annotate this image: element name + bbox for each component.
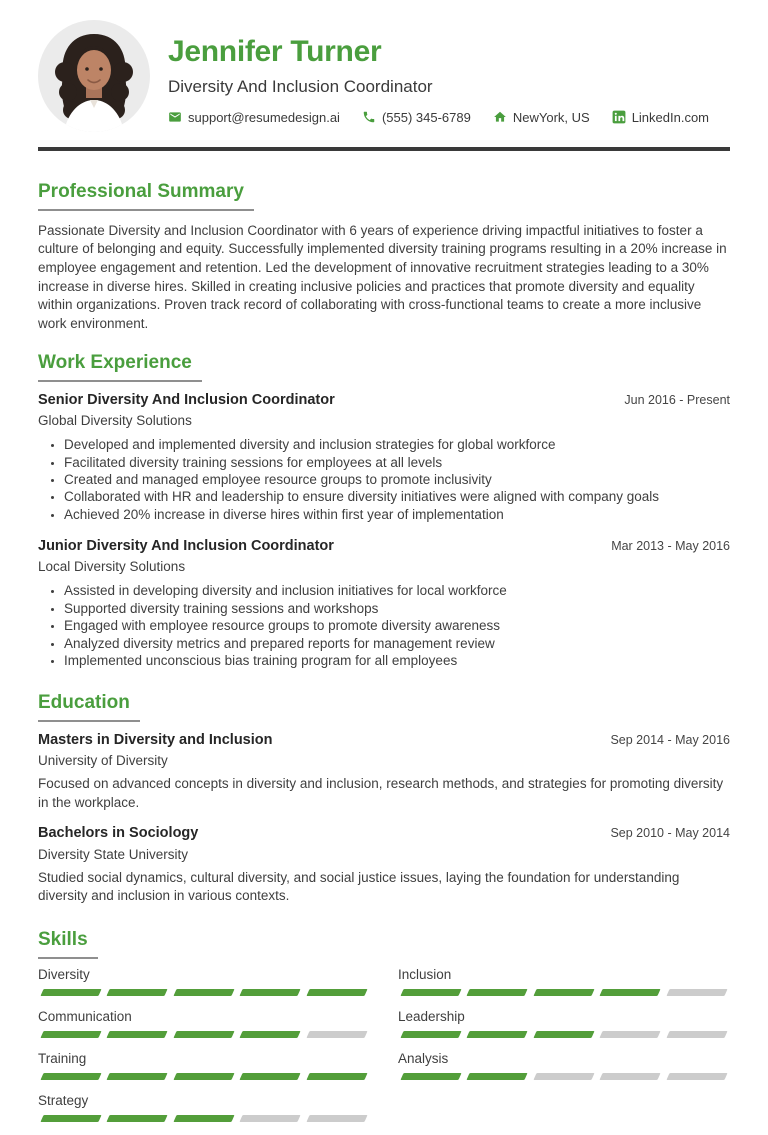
- job-company: Global Diversity Solutions: [38, 413, 192, 429]
- job-bullet-list: [38, 436, 730, 523]
- contact-location[interactable]: [493, 110, 590, 125]
- section-skills: [38, 928, 730, 1135]
- skill-segment-filled: [306, 989, 368, 996]
- section-professional-summary: [38, 180, 730, 333]
- job-header: [38, 537, 730, 555]
- job-entry: [38, 537, 730, 669]
- degree-school: University of Diversity: [38, 753, 168, 769]
- skill-item: [38, 1051, 370, 1080]
- linkedin-icon: [612, 110, 626, 124]
- skill-segment-empty: [306, 1115, 368, 1122]
- job-header: [38, 391, 730, 409]
- job-dates: Jun 2016 - Present: [624, 393, 730, 408]
- skill-segment-filled: [173, 1115, 235, 1122]
- skill-item: [398, 1051, 730, 1080]
- contact-row: [168, 110, 709, 125]
- skill-segment-filled: [40, 1031, 102, 1038]
- contact-email-text: support@resumedesign.ai: [188, 109, 340, 125]
- job-bullet: • Facilitated diversity training sessions for employees at all levels: [64, 454, 730, 471]
- summary-text: Passionate Diversity and Inclusion Coordinator with 6 years of experience driving impactful initiatives to foster a culture of belonging and equity. Successfully implemented diversity training programs resulting in a 20% increase in employee engagement and retention. Led the development of innovative recruitment strategies leading to a 30% increase in diverse hires. Skilled in creating inclusive policies and practices that promote diversity and equality within organizations. Proven track record of collaborating with cross-functional teams to create a more inclusive work environment.: [38, 222, 727, 331]
- skill-bar: [38, 1031, 370, 1038]
- degree-title: Bachelors in Sociology: [38, 825, 199, 842]
- skill-segment-empty: [600, 1031, 662, 1038]
- job-company: Local Diversity Solutions: [38, 559, 186, 575]
- contact-phone[interactable]: [362, 110, 471, 125]
- job-dates: Mar 2013 - May 2016: [611, 539, 730, 554]
- skill-segment-filled: [40, 989, 102, 996]
- skill-segment-filled: [467, 989, 529, 996]
- skill-item: [38, 1093, 370, 1122]
- job-bullet: • Implemented unconscious bias training program for all employees: [64, 652, 730, 669]
- skill-bar: [398, 1073, 730, 1080]
- job-title: Senior Diversity And Inclusion Coordinator: [38, 392, 335, 409]
- job-bullet: • Analyzed diversity metrics and prepared reports for management review: [64, 635, 730, 652]
- section-heading-work: Work Experience: [38, 351, 202, 382]
- skill-segment-filled: [600, 989, 662, 996]
- header: [38, 0, 730, 132]
- skills-grid: [38, 967, 730, 1135]
- skill-segment-filled: [533, 989, 595, 996]
- degree-title: Masters in Diversity and Inclusion: [38, 732, 273, 749]
- degree-header: [38, 824, 730, 842]
- job-bullet: • Created and managed employee resource groups to promote inclusivity: [64, 471, 730, 488]
- job-bullet: • Assisted in developing diversity and inclusion initiatives for local workforce: [64, 582, 730, 599]
- skill-segment-filled: [107, 1115, 169, 1122]
- section-heading-skills: Skills: [38, 928, 98, 959]
- skill-segment-filled: [40, 1073, 102, 1080]
- job-bullet: • Developed and implemented diversity and inclusion strategies for global workforce: [64, 436, 730, 453]
- skill-segment-filled: [107, 989, 169, 996]
- degree-dates: Sep 2010 - May 2014: [610, 826, 730, 841]
- job-bullet-list: [38, 582, 730, 669]
- degree-description: Focused on advanced concepts in diversity and inclusion, research methods, and strategies for promoting diversity in the workplace.: [38, 776, 724, 810]
- contact-email[interactable]: [168, 110, 340, 125]
- section-education: [38, 691, 730, 905]
- skill-segment-empty: [306, 1031, 368, 1038]
- contact-linkedin[interactable]: [612, 110, 709, 125]
- skill-item: [398, 967, 730, 996]
- skill-label: Analysis: [398, 1050, 449, 1066]
- phone-icon: [362, 110, 376, 124]
- contact-linkedin-text: LinkedIn.com: [631, 109, 710, 125]
- header-divider: [38, 147, 730, 151]
- job-bullet: • Collaborated with HR and leadership to ensure diversity initiatives were aligned with company goals: [64, 488, 730, 505]
- skill-item: [38, 967, 370, 996]
- degree-description: Studied social dynamics, cultural diversity, and social justice issues, laying the foundation for understanding diversity and inclusion in various contexts.: [38, 869, 680, 904]
- skill-bar: [38, 1115, 370, 1122]
- skill-label: Inclusion: [398, 966, 452, 982]
- job-bullet: • Supported diversity training sessions and workshops: [64, 600, 730, 617]
- home-icon: [493, 110, 507, 124]
- skill-bar: [398, 1031, 730, 1038]
- job-bullet: • Achieved 20% increase in diverse hires within first year of implementation: [64, 506, 730, 523]
- skill-segment-empty: [240, 1115, 302, 1122]
- skill-segment-filled: [306, 1073, 368, 1080]
- skill-label: Leadership: [398, 1008, 465, 1024]
- skill-label: Strategy: [38, 1092, 89, 1108]
- avatar: [38, 20, 150, 132]
- skills-column-left: [38, 967, 370, 1135]
- skill-segment-filled: [240, 1031, 302, 1038]
- skill-segment-empty: [666, 1073, 728, 1080]
- skill-segment-filled: [173, 1031, 235, 1038]
- skill-item: [398, 1009, 730, 1038]
- skill-segment-filled: [400, 1073, 462, 1080]
- degree-header: [38, 731, 730, 749]
- skill-label: Diversity: [38, 966, 90, 982]
- skill-segment-filled: [467, 1031, 529, 1038]
- skill-segment-empty: [666, 989, 728, 996]
- job-entry: [38, 391, 730, 523]
- skill-segment-filled: [107, 1073, 169, 1080]
- skill-label: Training: [38, 1050, 87, 1066]
- degree-school: Diversity State University: [38, 846, 189, 862]
- skill-bar: [398, 989, 730, 996]
- section-heading-education: Education: [38, 691, 140, 722]
- skill-label: Communication: [38, 1008, 132, 1024]
- skill-segment-empty: [666, 1031, 728, 1038]
- degree-dates: Sep 2014 - May 2016: [610, 733, 730, 748]
- skill-segment-filled: [533, 1031, 595, 1038]
- person-job-title: Diversity And Inclusion Coordinator: [168, 76, 433, 96]
- section-work-experience: [38, 351, 730, 669]
- skill-bar: [38, 989, 370, 996]
- skill-segment-filled: [467, 1073, 529, 1080]
- skill-segment-filled: [240, 1073, 302, 1080]
- education-entry: [38, 731, 730, 812]
- skill-segment-empty: [600, 1073, 662, 1080]
- section-heading-summary: Professional Summary: [38, 180, 254, 211]
- skill-segment-filled: [173, 989, 235, 996]
- job-bullet: • Engaged with employee resource groups to promote diversity awareness: [64, 617, 730, 634]
- skill-segment-filled: [400, 989, 462, 996]
- job-title: Junior Diversity And Inclusion Coordinator: [38, 538, 334, 555]
- header-text: [168, 20, 709, 125]
- skill-bar: [38, 1073, 370, 1080]
- email-icon: [168, 110, 182, 124]
- skill-item: [38, 1009, 370, 1038]
- skill-segment-filled: [107, 1031, 169, 1038]
- education-entry: [38, 824, 730, 905]
- skill-segment-filled: [240, 989, 302, 996]
- skill-segment-empty: [533, 1073, 595, 1080]
- skills-column-right: [398, 967, 730, 1135]
- contact-location-text: NewYork, US: [512, 109, 590, 125]
- skill-segment-filled: [40, 1115, 102, 1122]
- profile-photo: [38, 20, 150, 132]
- skill-segment-filled: [400, 1031, 462, 1038]
- skill-segment-filled: [173, 1073, 235, 1080]
- person-name: Jennifer Turner: [168, 35, 382, 68]
- contact-phone-text: (555) 345-6789: [381, 109, 471, 125]
